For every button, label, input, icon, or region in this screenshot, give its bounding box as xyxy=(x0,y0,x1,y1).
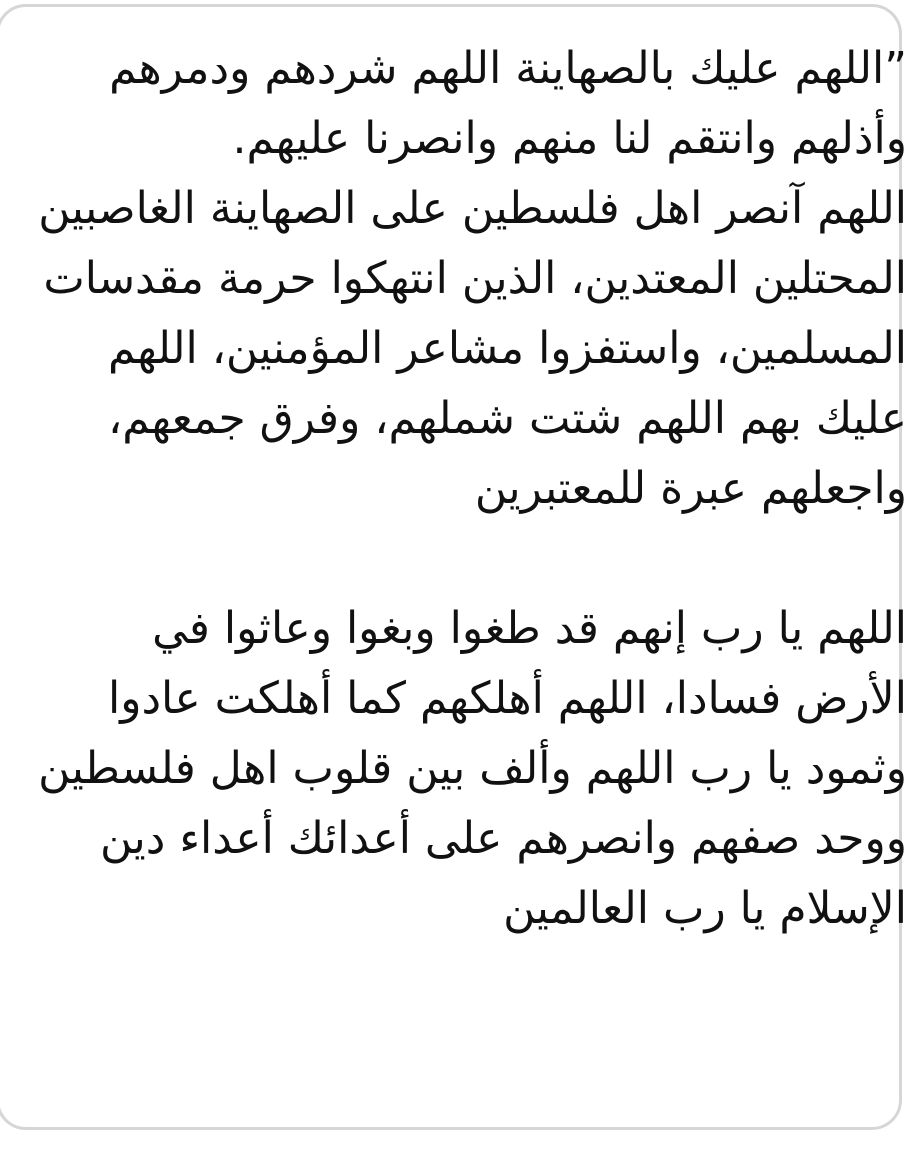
blank-line xyxy=(27,524,907,594)
message-text xyxy=(27,34,907,944)
paragraph-2: اللهم آنصر اهل فلسطين على الصهاينة الغاصبين المحتلين المعتدين، الذين انتهكوا حرمة مقدسات المسلمين، واستفزوا مشاعر المؤمنين، اللهم عليك بهم اللهم شتت شملهم، وفرق جمعهم، واجعلهم عبرة للمعتبرين xyxy=(38,183,907,514)
paragraph-1: ”اللهم عليك بالصهاينة اللهم شردهم ودمرهم وأذلهم وانتقم لنا منهم وانصرنا عليهم. xyxy=(109,43,907,164)
paragraph-3: اللهم يا رب إنهم قد طغوا وبغوا وعاثوا في الأرض فسادا، اللهم أهلكهم كما أهلكت عادوا وثمود يا رب اللهم وألف بين قلوب اهل فلسطين ووحد صفهم وانصرهم على أعدائك أعداء دين الإسلام يا رب العالمين xyxy=(38,603,907,934)
